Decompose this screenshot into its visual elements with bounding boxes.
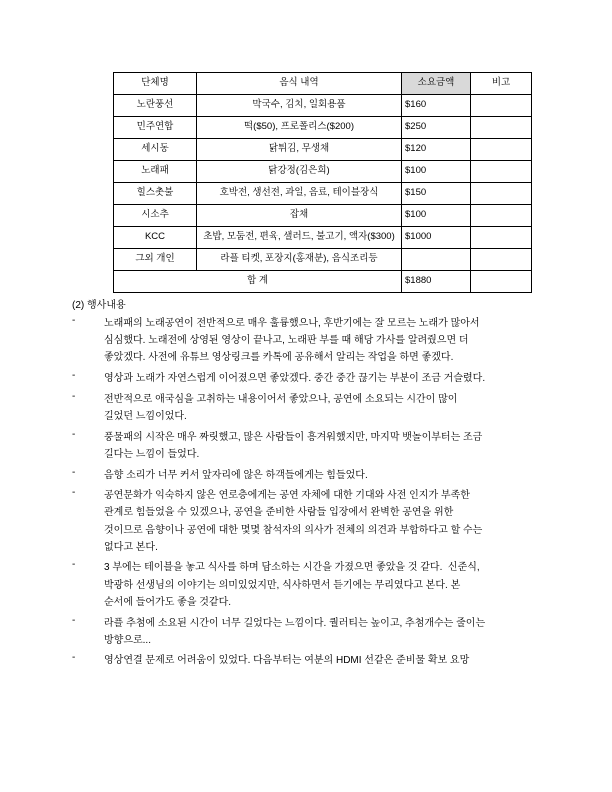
- list-item: [72, 467, 542, 484]
- cell-note: [471, 227, 532, 249]
- table-row: [114, 117, 532, 139]
- cell-amount: $100: [402, 205, 471, 227]
- cell-total-amount: $1880: [402, 271, 471, 293]
- table-row: [114, 139, 532, 161]
- table-row: [114, 205, 532, 227]
- cell-amount: $150: [402, 183, 471, 205]
- cell-amount: $160: [402, 95, 471, 117]
- bullet-marker: -: [72, 559, 76, 571]
- table-row: [114, 161, 532, 183]
- cell-food-details: 닭튀김, 무생채: [197, 139, 402, 161]
- bullet-marker: -: [72, 614, 76, 626]
- cell-note: [471, 95, 532, 117]
- table-row: [114, 183, 532, 205]
- list-item-text: 전반적으로 애국심을 고취하는 내용이어서 좋았으나, 공연에 소요되는 시간이 많이 길었던 느낌이었다.: [104, 393, 458, 422]
- cell-total-note: [471, 271, 532, 293]
- cell-food-details: 잡채: [197, 205, 402, 227]
- cell-note: [471, 117, 532, 139]
- list-item: [72, 487, 542, 556]
- cell-organization: 노래패: [114, 161, 197, 183]
- column-header-note: 비고: [471, 73, 532, 95]
- cell-note: [471, 205, 532, 227]
- cell-food-details: 초밥, 모둠전, 편육, 샐러드, 불고기, 액자($300): [197, 227, 402, 249]
- table-row: [114, 95, 532, 117]
- list-item-text: 노래패의 노래공연이 전반적으로 매우 훌륭했으나, 후반기에는 잘 모르는 노래가 많아서 심심했다. 노래전에 상영된 영상이 끝나고, 노래판 부를 때 해당 가사를 알려줬으면 더 좋았겠다. 사전에 유튜브 영상링크를 카톡에 공유해서 알리는 작업을 하면 좋겠다.: [104, 318, 480, 364]
- cell-note: [471, 139, 532, 161]
- cell-amount: $120: [402, 139, 471, 161]
- table-row: [114, 227, 532, 249]
- cell-organization: 세시동: [114, 139, 197, 161]
- cost-table-container: [113, 72, 511, 293]
- list-item-text: 음향 소리가 너무 커서 앞자리에 않은 하객들에게는 힘들었다.: [104, 469, 368, 481]
- column-header-organization: 단체명: [114, 73, 197, 95]
- bullet-marker: -: [72, 652, 76, 664]
- bullet-list: [72, 315, 542, 673]
- list-item-text: 영상과 노래가 자연스럽게 이어졌으면 좋았겠다. 중간 중간 끊기는 부분이 조금 거슬렸다.: [104, 373, 486, 385]
- bullet-marker: -: [72, 315, 76, 326]
- list-item: [72, 315, 542, 367]
- cell-organization: 그외 개인: [114, 249, 197, 271]
- cell-organization: KCC: [114, 227, 197, 249]
- table-row: [114, 249, 532, 271]
- table-header: [114, 73, 532, 95]
- cell-organization: 민주연합: [114, 117, 197, 139]
- list-item-text: 영상연결 문제로 어려움이 있었다. 다음부터는 여분의 HDMI 선같은 준비물 확보 요망: [104, 655, 470, 667]
- bullet-marker: -: [72, 428, 76, 440]
- cell-organization: 힐스촛불: [114, 183, 197, 205]
- cell-amount: $250: [402, 117, 471, 139]
- table-body: [114, 95, 532, 293]
- bullet-marker: -: [72, 370, 76, 382]
- cell-total-label: 합 계: [114, 271, 402, 293]
- cell-note: [471, 183, 532, 205]
- table-header-row: [114, 73, 532, 95]
- list-item-text: 공연문화가 익숙하지 않은 연로층에게는 공연 자체에 대한 기대와 사전 인지가 부족한 관계로 힘들었을 수 있겠으나, 공연을 준비한 사람들 입장에서 완벽한 공연을 위한 것이므로 음향이나 공연에 대한 몇몇 참석자의 의사가 전체의 의견과 부합하다고 할 수는 없다고 본다.: [104, 490, 483, 553]
- cell-food-details: 닭강정(김은희): [197, 161, 402, 183]
- list-item: [72, 559, 542, 611]
- list-item: [72, 429, 542, 463]
- bullet-marker: -: [72, 487, 76, 499]
- cell-amount: $1000: [402, 227, 471, 249]
- cell-organization: 시소추: [114, 205, 197, 227]
- bullet-marker: -: [72, 390, 76, 402]
- cost-table: [113, 72, 532, 293]
- cell-food-details: 라플 티켓, 포장지(홍재분), 음식조리등: [197, 249, 402, 271]
- list-item: [72, 370, 542, 387]
- bullet-marker: -: [72, 466, 76, 478]
- table-total-row: [114, 271, 532, 293]
- column-header-amount: 소요금액: [402, 73, 471, 95]
- cell-amount: [402, 249, 471, 271]
- cell-food-details: 막국수, 김치, 일회용품: [197, 95, 402, 117]
- list-item: [72, 652, 542, 669]
- column-header-food-details: 음식 내역: [197, 73, 402, 95]
- list-item-text: 풍물패의 시작은 매우 짜릿했고, 많은 사람들이 흥겨워했지만, 마지막 뱃놀이부터는 조금 길다는 느낌이 들었다.: [104, 431, 483, 460]
- cell-food-details: 떡($50), 프로폴리스($200): [197, 117, 402, 139]
- list-item-text: 라플 추첨에 소요된 시간이 너무 길었다는 느낌이다. 퀄러티는 높이고, 추첨개수는 줄이는 방향으로...: [104, 617, 486, 646]
- cell-note: [471, 161, 532, 183]
- section-heading: (2) 행사내용: [72, 300, 126, 311]
- cell-food-details: 호박전, 생선전, 과일, 음료, 테이블장식: [197, 183, 402, 205]
- list-item-text: 3 부에는 테이블을 놓고 식사를 하며 담소하는 시간을 가졌으면 좋았을 것 같다. 신준식, 박광하 선생님의 이야기는 의미있었지만, 식사하면서 듣기에는 무리였다고 본다. 본 순서에 들어가도 좋을 것같다.: [104, 562, 480, 608]
- list-item: [72, 391, 542, 425]
- cell-note: [471, 249, 532, 271]
- cell-amount: $100: [402, 161, 471, 183]
- cell-organization: 노란풍선: [114, 95, 197, 117]
- list-item: [72, 615, 542, 649]
